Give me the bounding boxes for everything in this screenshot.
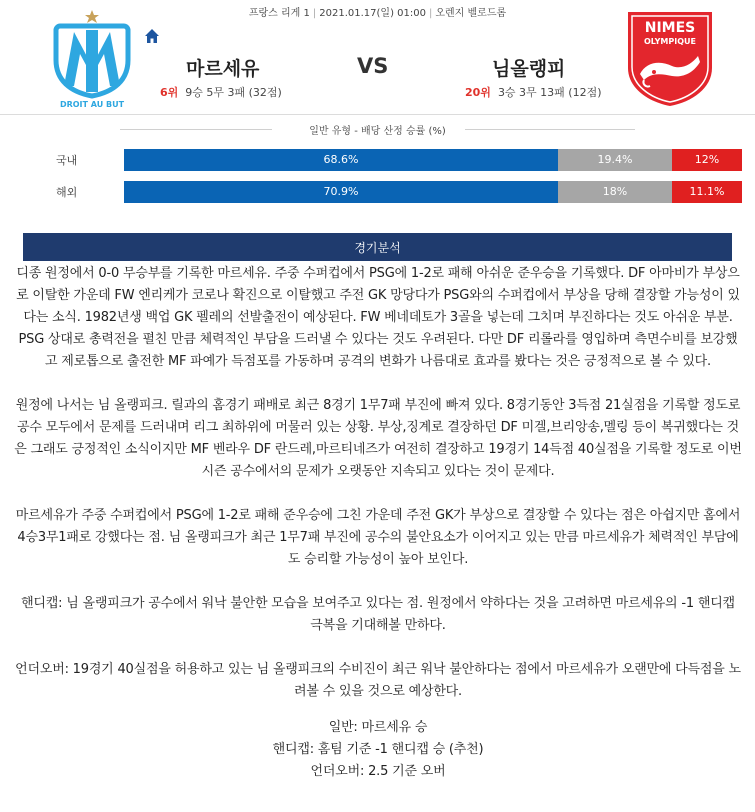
away-team-name: 님올랭피 — [492, 58, 566, 80]
home-icon — [144, 28, 160, 44]
marseille-logo-text: DROIT AU BUT — [59, 100, 125, 109]
home-team-name: 마르세유 — [186, 58, 260, 80]
away-team-rank: 20위 — [465, 86, 491, 99]
odds-bar-win: 70.9% — [124, 181, 558, 203]
home-team-record — [160, 84, 282, 100]
analysis-body — [14, 263, 742, 783]
odds-bar-draw: 18% — [558, 181, 672, 203]
analysis-paragraph: 디종 원정에서 0-0 무승부를 기록한 마르세유. 주중 수퍼컵에서 PSG에 1-2로 패해 아쉬운 준우승을 기록했다. DF 아마비가 부상으로 이탈한 가운데 FW 엔리케가 코로나 확진으로 이탈했고 주전 GK 망당다가 PSG와의 수퍼컵에서 부상을 당해 결장할 가능성이 있다는 소식. 1982년생 백업 GK 펠레의 선발출전이 예상된다. FW 베네데토가 3골을 넣는데 그치며 부진하다는 것도 아쉬운 부분. PSG 상대로 총력전을 펼친 만큼 체력적인 부담을 드러낼 수 있다는 것도 우려된다. 다만 DF 리롤라를 영입하며 측면수비를 보강했고 제로톱으로 출전한 MF 파예가 득점포를 가동하며 공격의 변화가 나름대로 효과를 봤다는 것은 긍정적으로 볼 수 있다. — [16, 266, 740, 369]
analysis-paragraph: 마르세유가 주중 수퍼컵에서 PSG에 1-2로 패해 준우승에 그친 가운데 주전 GK가 부상으로 결장할 수 있다는 점은 아쉽지만 홈에서 4승3무1패로 강했다는 점. 님 올랭피크가 최근 1무7패 부진에 공수의 불안요소가 이어지고 있는 만큼 마르세유가 체력적인 부담에도 승리할 가능성이 높아 보인다. — [15, 508, 741, 567]
home-team-wdl: 9승 5무 3패 (32점) — [185, 86, 282, 99]
nimes-logo — [626, 10, 714, 106]
odds-title: 일반 유형 - 배당 산정 승률 (%) — [309, 126, 446, 137]
away-team-record — [465, 84, 602, 100]
odds-title-rule-right — [465, 129, 635, 130]
versus-label: VS — [357, 54, 389, 78]
nimes-logo-text-top: NIMES — [644, 20, 696, 36]
analysis-paragraph: 원정에 나서는 님 올랭피크. 릴과의 홈경기 패배로 최근 8경기 1무7패 부진에 빠져 있다. 8경기동안 3득점 21실점을 기록할 정도로 공수 모두에서 문제를 드러내며 리그 최하위에 머물러 있는 상황. 부상,징계로 결장하던 DF 미겔,브리앙송,멜링 등이 복귀했다는 것은 그래도 긍정적인 소식이지만 MF 벤라우 DF 란드레,마르티네즈가 여전히 결장하고 19경기 14득점 40실점을 기록할 정도로 이번 시즌 공수에서의 문제가 오랫동안 지속되고 있다는 것이 문제다. — [14, 398, 742, 479]
odds-row-label: 해외 — [56, 186, 78, 199]
analysis-paragraph: 언더오버: 19경기 40실점을 허용하고 있는 님 올랭피크의 수비진이 최근 워낙 불안하다는 점에서 마르세유가 오랜만에 다득점을 노려볼 수 있을 것으로 예상한다. — [15, 662, 741, 699]
analysis-title: 경기분석 — [23, 233, 732, 261]
nimes-logo-text-bottom: OLYMPIQUE — [643, 37, 697, 46]
odds-row-overseas — [56, 181, 725, 203]
pick-over-under: 언더오버: 2.5 기준 오버 — [310, 764, 446, 779]
match-datetime: 2021.01.17(일) 01:00 — [319, 8, 426, 19]
odds-bar-lose: 12% — [672, 149, 742, 171]
odds-row-label: 국내 — [56, 154, 78, 167]
odds-bar-lose: 11.1% — [672, 181, 742, 203]
marseille-logo — [48, 10, 136, 110]
pick-handicap: 핸디캡: 홈팀 기준 -1 핸디캡 승 (추천) — [272, 742, 484, 757]
away-team-wdl: 3승 3무 13패 (12점) — [497, 86, 602, 99]
venue-name: 오렌지 벨로드롬 — [435, 8, 507, 19]
match-info-line: 프랑스 리게 1 | 2021.01.17(일) 01:00 | 오렌지 벨로드롬 — [248, 8, 507, 19]
analysis-paragraph: 핸디캡: 님 올랭피크가 공수에서 워낙 불안한 모습을 보여주고 있다는 점. 원정에서 약하다는 것을 고려하면 마르세유의 -1 핸디캡 극복을 기대해볼 만하다. — [21, 596, 735, 633]
header-divider — [0, 114, 755, 115]
pick-general: 일반: 마르세유 승 — [328, 720, 428, 735]
home-team-rank: 6위 — [160, 86, 179, 99]
league-name: 프랑스 리게 1 — [248, 8, 310, 19]
odds-row-domestic — [56, 149, 720, 171]
odds-bar-win: 68.6% — [124, 149, 558, 171]
odds-bar-draw: 19.4% — [558, 149, 672, 171]
